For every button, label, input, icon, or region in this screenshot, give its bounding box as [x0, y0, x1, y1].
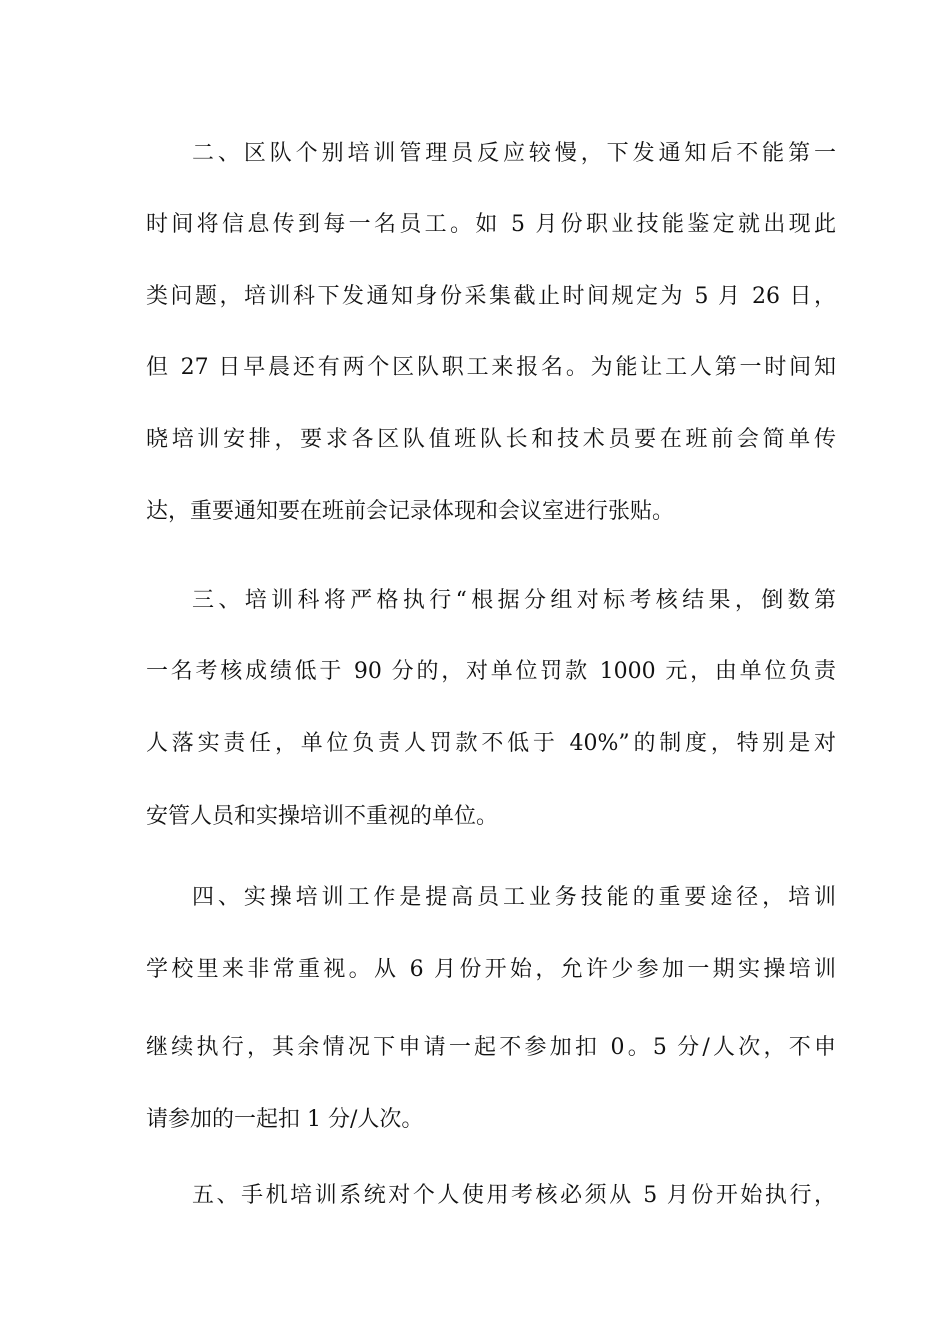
paragraph-2-line-2: 时间将信息传到每一名员工。如 5 月份职业技能鉴定就出现此: [146, 212, 836, 237]
paragraph-4-line-1: 四、实操培训工作是提高员工业务技能的重要途径，培训: [192, 885, 836, 910]
paragraph-4-line-4: 请参加的一起扣 1 分/人次。: [146, 1107, 424, 1132]
paragraph-4-line-3: 继续执行，其余情况下申请一起不参加扣 0。5 分/人次，不申: [146, 1035, 836, 1060]
paragraph-4-line-2: 学校里来非常重视。从 6 月份开始，允许少参加一期实操培训: [146, 957, 836, 982]
paragraph-2-line-5: 晓培训安排，要求各区队值班队长和技术员要在班前会简单传: [146, 427, 836, 452]
paragraph-3-line-1: 三、培训科将严格执行“根据分组对标考核结果，倒数第: [192, 588, 836, 613]
paragraph-5-line-1: 五、手机培训系统对个人使用考核必须从 5 月份开始执行，: [192, 1183, 836, 1208]
paragraph-2-line-3: 类问题，培训科下发通知身份采集截止时间规定为 5 月 26 日，: [146, 284, 836, 309]
paragraph-2-line-4: 但 27 日早晨还有两个区队职工来报名。为能让工人第一时间知: [146, 355, 836, 380]
paragraph-3-line-2: 一名考核成绩低于 90 分的，对单位罚款 1000 元，由单位负责: [146, 659, 836, 684]
paragraph-2-line-1: 二、区队个别培训管理员反应较慢，下发通知后不能第一: [192, 141, 836, 166]
paragraph-2-line-6: 达，重要通知要在班前会记录体现和会议室进行张贴。: [146, 499, 675, 524]
paragraph-3-line-4: 安管人员和实操培训不重视的单位。: [146, 804, 499, 829]
paragraph-3-line-3: 人落实责任，单位负责人罚款不低于 40%”的制度，特别是对: [146, 731, 836, 756]
